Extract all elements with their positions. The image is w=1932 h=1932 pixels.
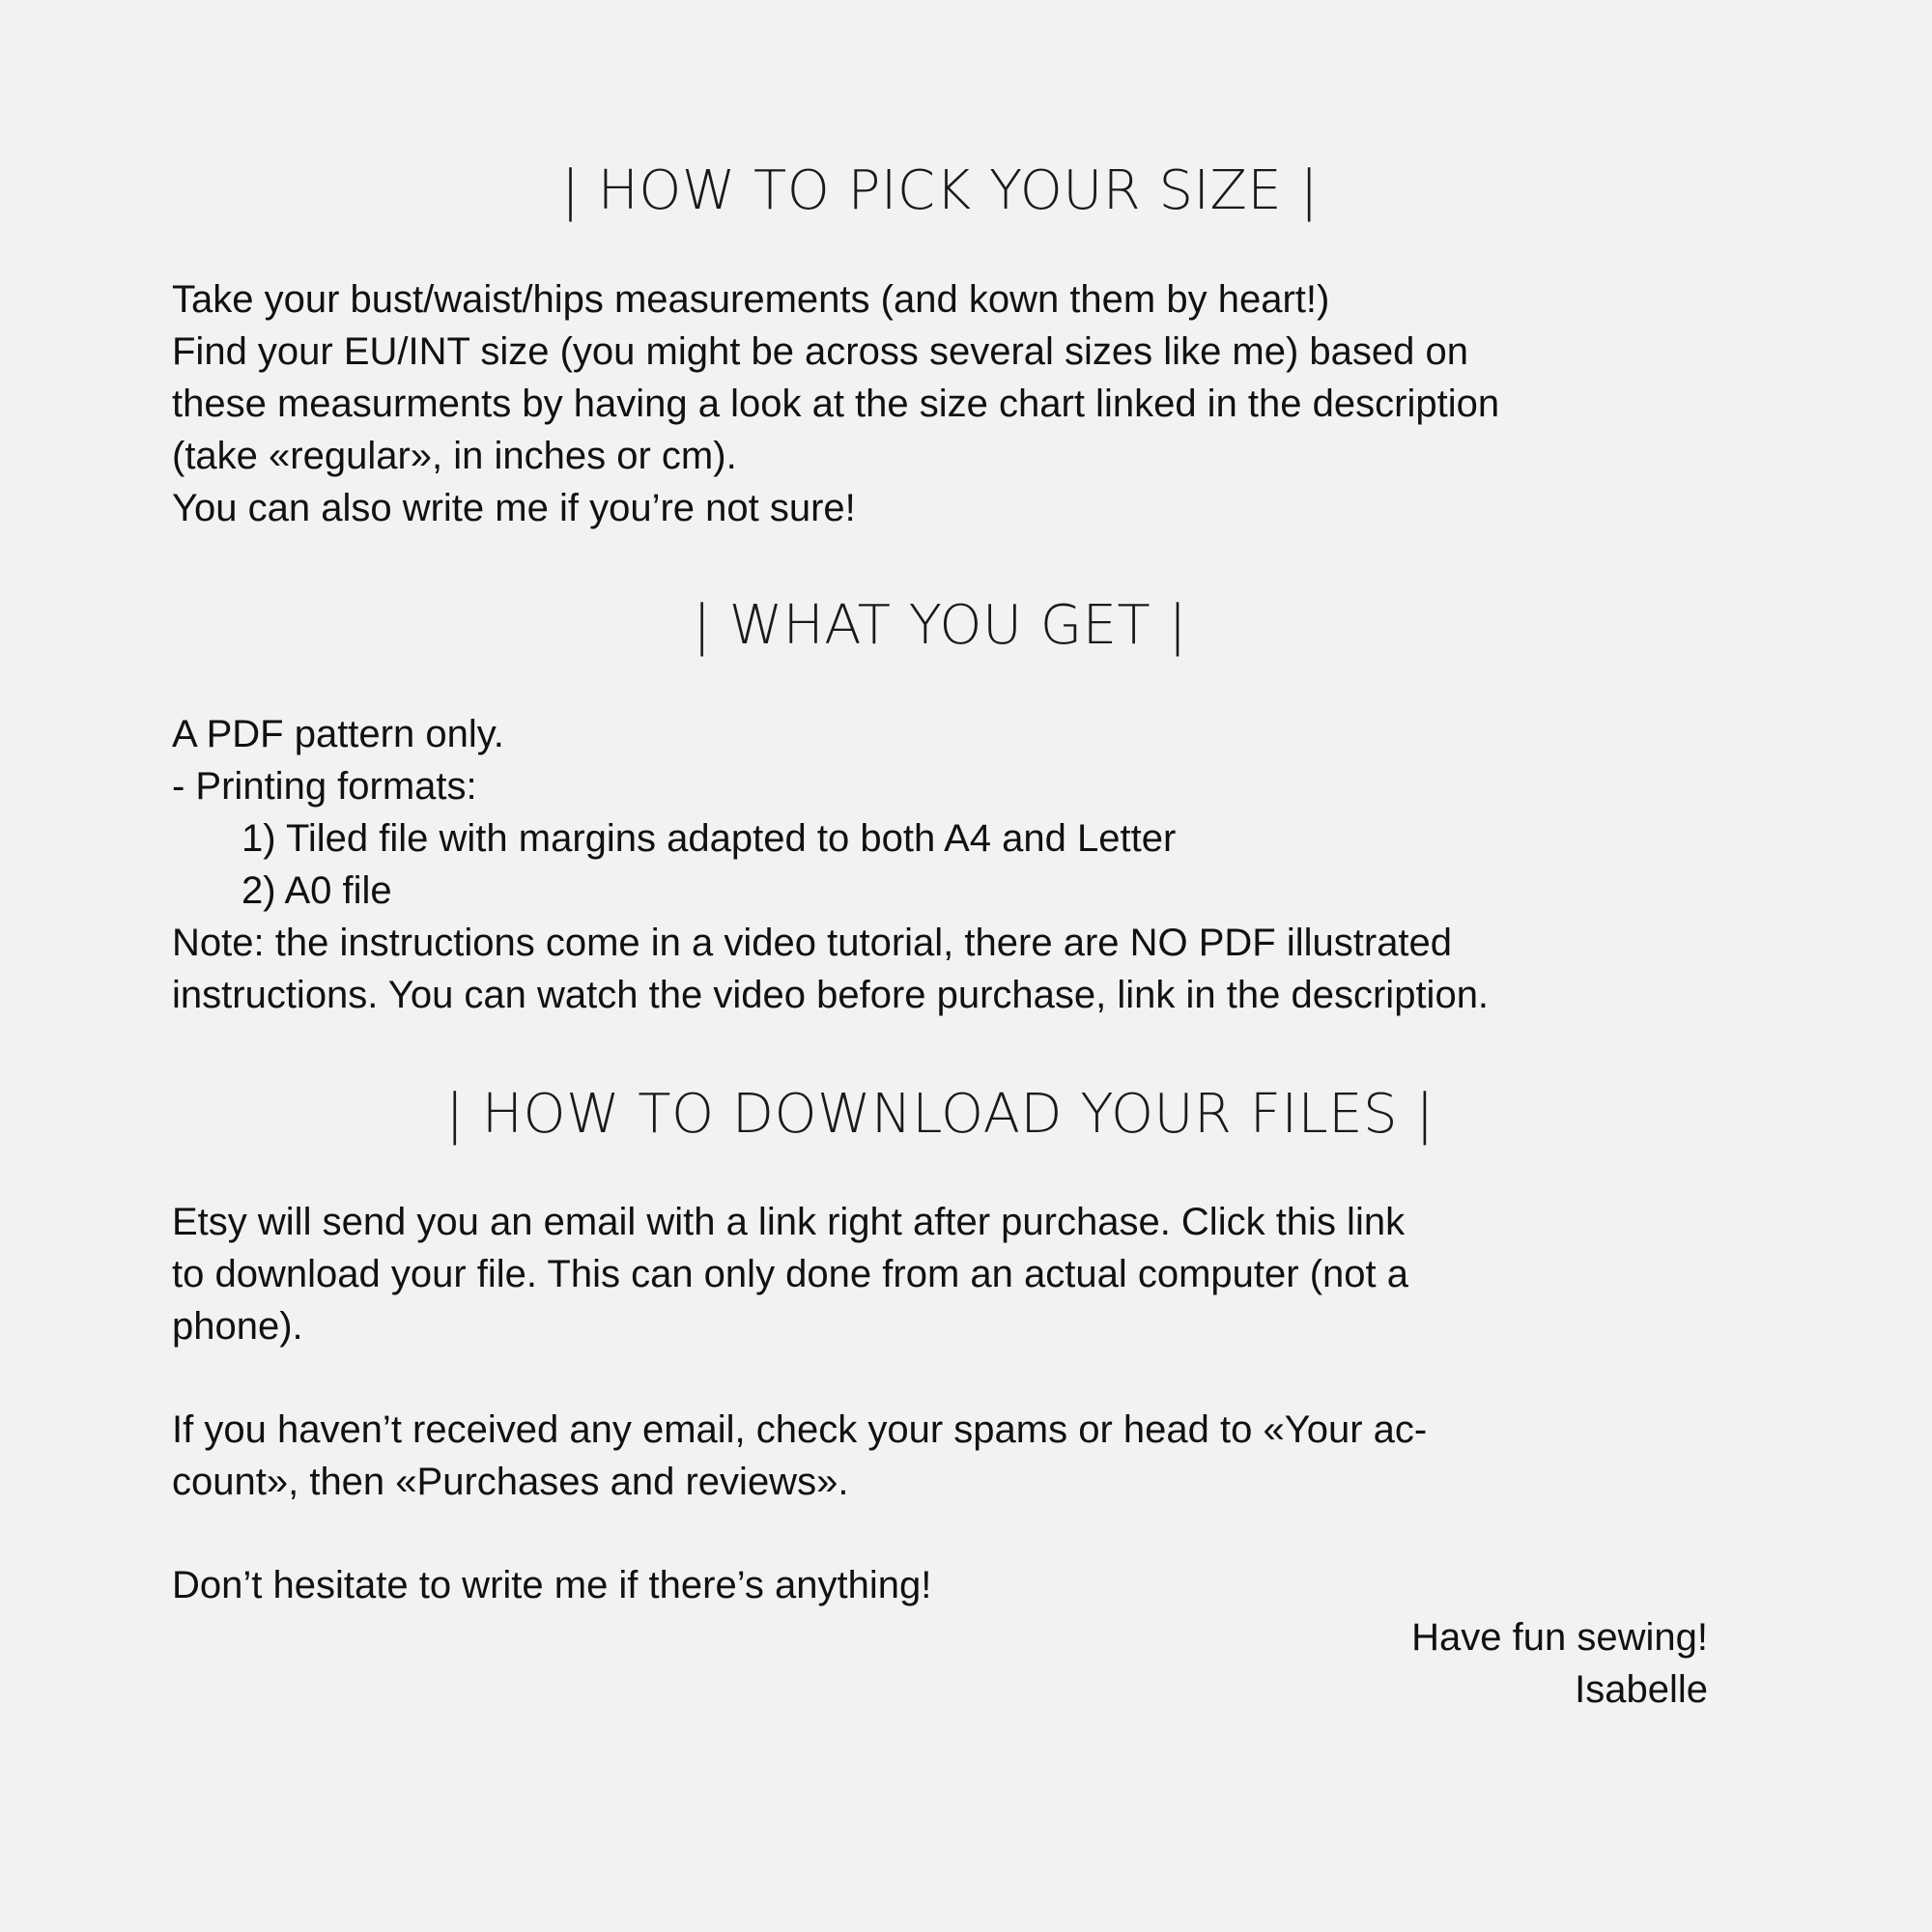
signoff (172, 1611, 1708, 1716)
download-paragraph-1 (172, 1196, 1708, 1352)
heading-how-to-download: | HOW TO DOWNLOAD YOUR FILES | (445, 1083, 1435, 1146)
download-line: If you haven’t received any email, check your spams or head to «Your ac- (172, 1408, 1428, 1451)
pick-size-line: (take «regular», in inches or cm). (172, 435, 737, 477)
what-you-get-line: instructions. You can watch the video before purchase, link in the description. (172, 974, 1490, 1016)
printing-format-item: 2) A0 file (242, 869, 392, 912)
printing-format-item: 1) Tiled file with margins adapted to both A4 and Letter (242, 817, 1177, 860)
download-paragraph-3 (172, 1559, 1708, 1611)
what-you-get-line: Note: the instructions come in a video tutorial, there are NO PDF illustrated (172, 922, 1453, 964)
what-you-get-line: A PDF pattern only. (172, 713, 504, 755)
signoff-message: Have fun sewing! (1411, 1616, 1708, 1659)
download-line: to download your file. This can only done from an actual computer (not a (172, 1253, 1408, 1295)
what-you-get-text (172, 708, 1708, 1021)
pick-size-line: Take your bust/waist/hips measurements (and kown them by heart!) (172, 278, 1330, 321)
download-line: Don’t hesitate to write me if there’s anything! (172, 1564, 932, 1606)
pick-size-line: You can also write me if you’re not sure! (172, 487, 856, 529)
download-paragraph-2 (172, 1404, 1708, 1508)
instructions-page (172, 0, 1708, 1932)
what-you-get-line: - Printing formats: (172, 765, 477, 808)
signoff-name: Isabelle (1575, 1668, 1708, 1711)
pick-size-line: Find your EU/INT size (you might be across several sizes like me) based on (172, 330, 1469, 373)
pick-size-line: these measurments by having a look at the size chart linked in the description (172, 383, 1500, 425)
download-line: Etsy will send you an email with a link right after purchase. Click this link (172, 1201, 1406, 1243)
download-line: phone). (172, 1305, 303, 1348)
heading-what-you-get: | WHAT YOU GET | (693, 594, 1187, 657)
heading-how-to-pick-size: | HOW TO PICK YOUR SIZE | (561, 159, 1319, 222)
download-line: count», then «Purchases and reviews». (172, 1461, 849, 1503)
pick-size-text (172, 273, 1708, 534)
